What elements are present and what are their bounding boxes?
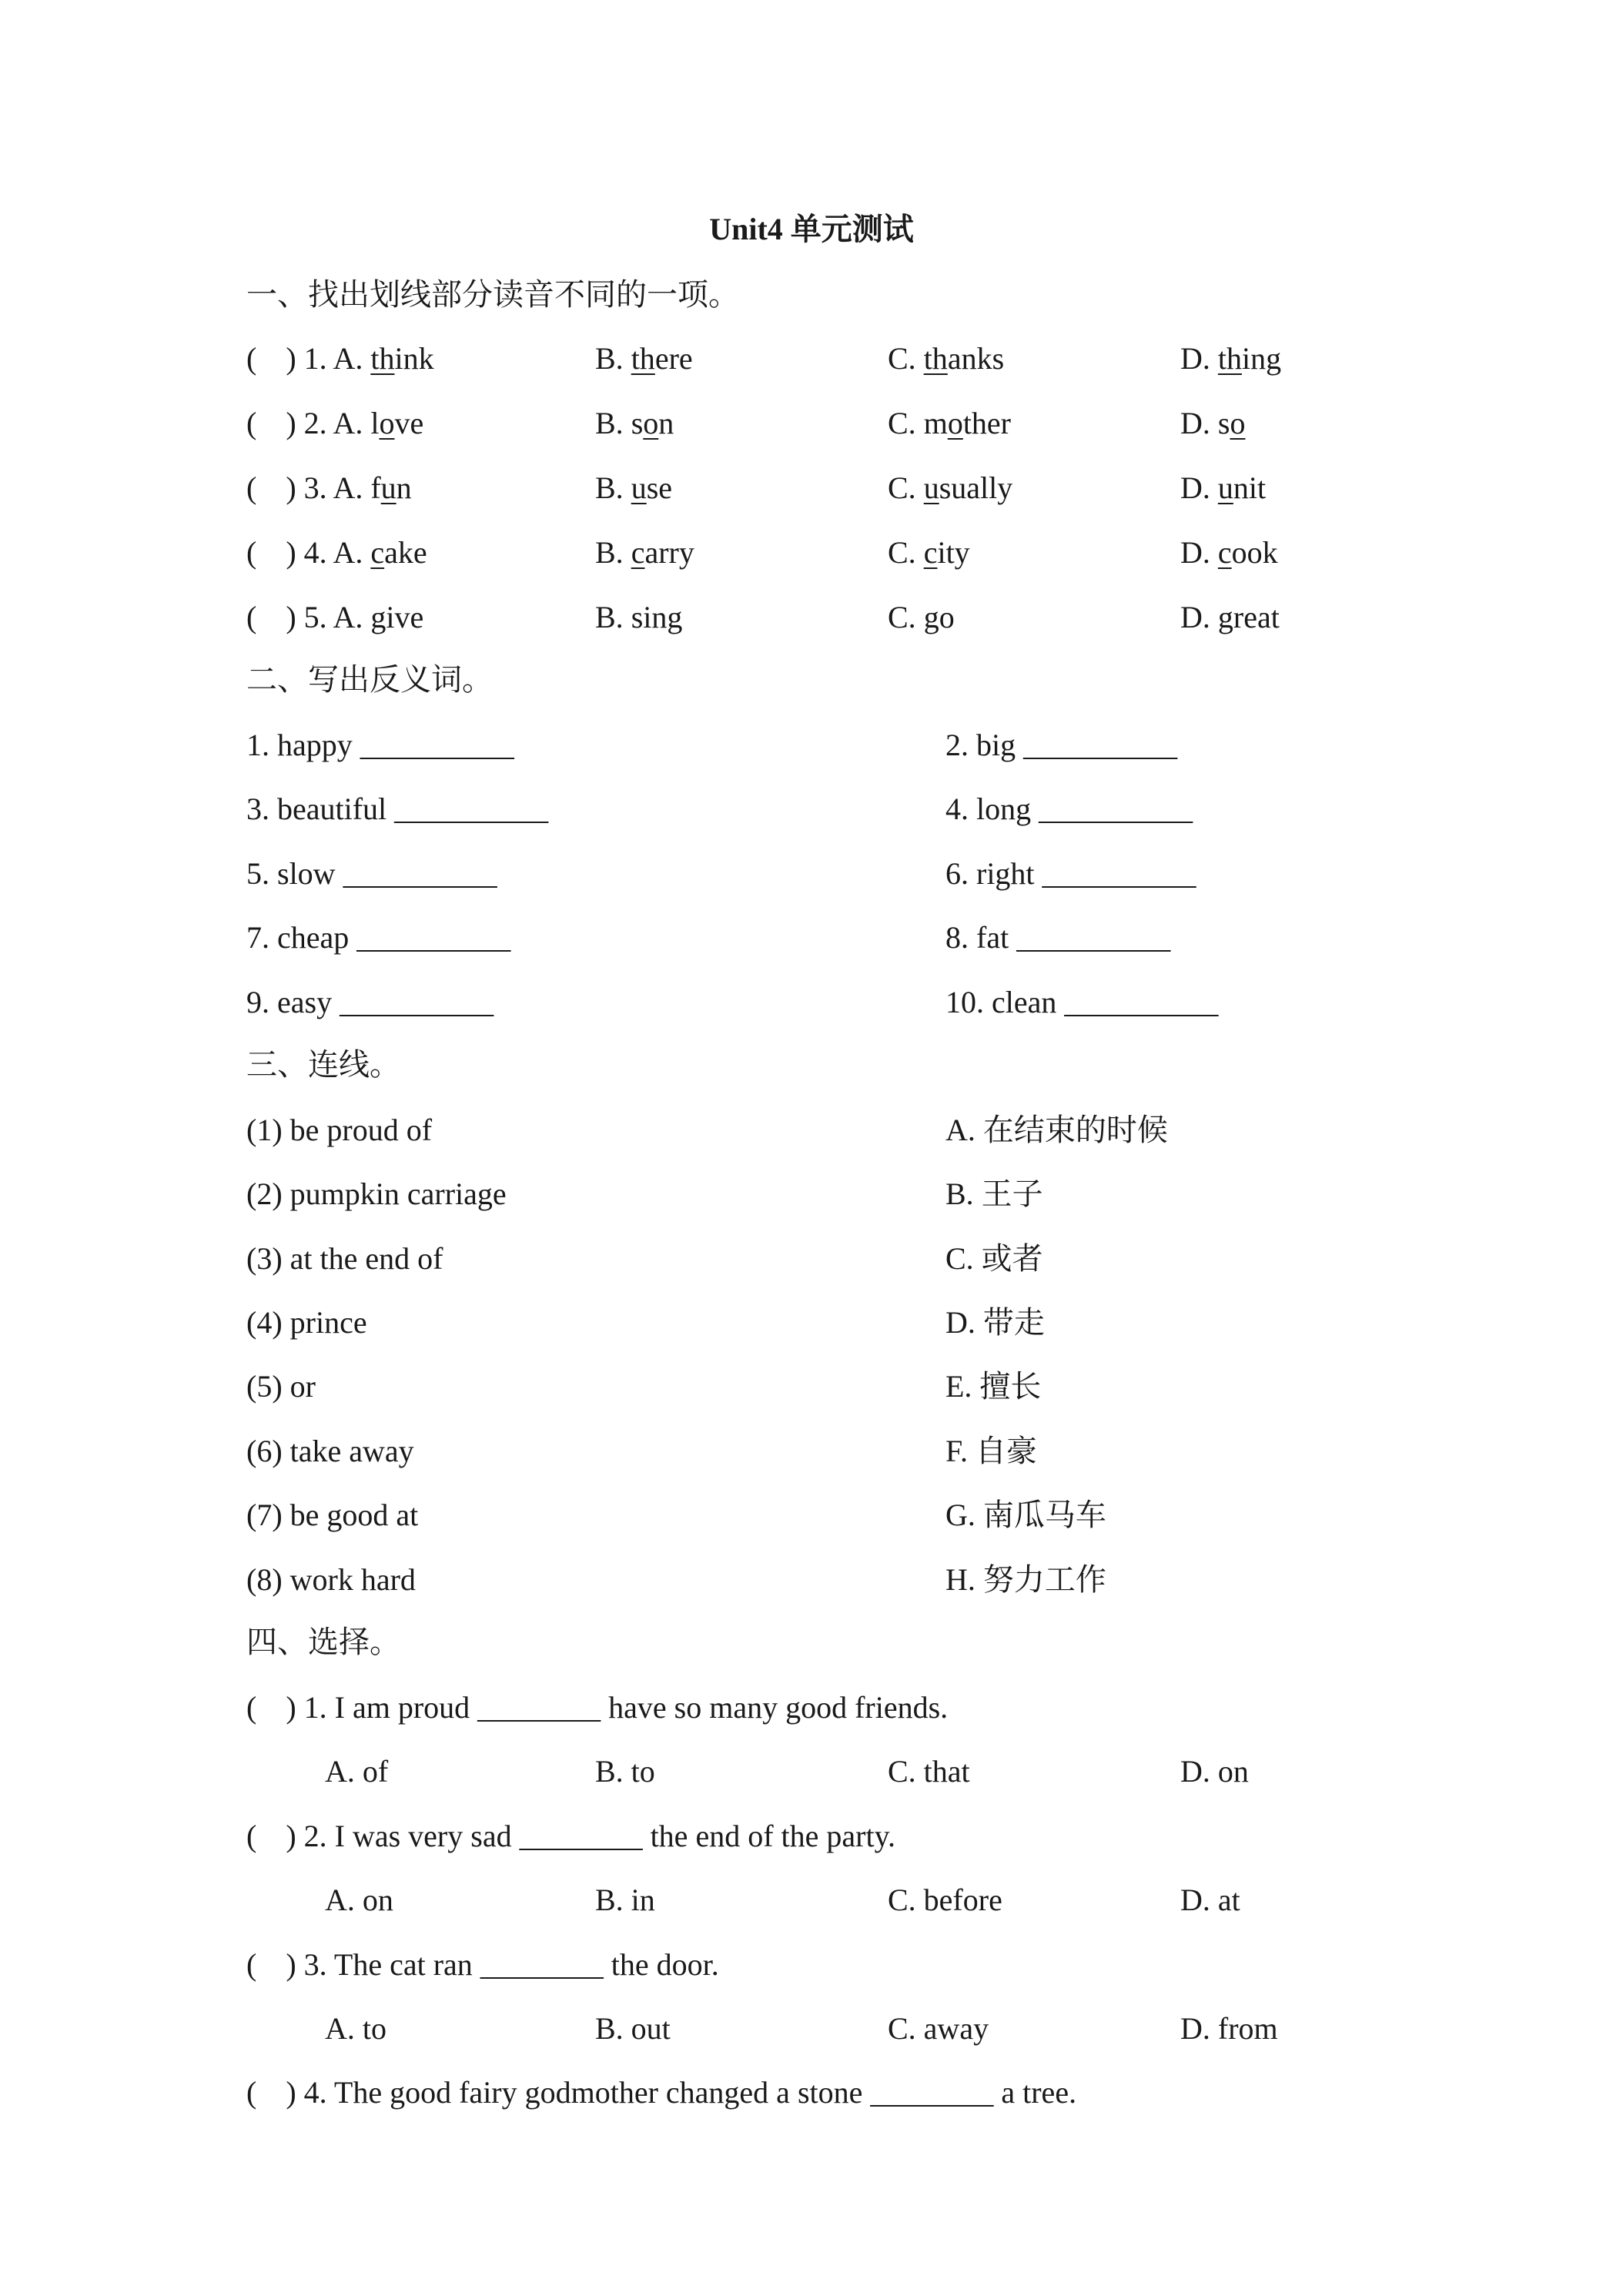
option-d: D. unit — [1180, 470, 1267, 505]
choice-options — [246, 2007, 1386, 2053]
match-row — [246, 1237, 1386, 1284]
choice-question — [246, 1943, 1386, 1990]
match-left-item: (8) work hard — [246, 1562, 416, 1597]
answer-paren: ( ) 2. A. love — [246, 406, 424, 440]
match-row — [246, 1301, 1386, 1347]
option-b: B. sing — [595, 600, 683, 634]
match-row — [246, 1365, 1386, 1411]
section2-heading: 二、写出反义词。 — [246, 662, 493, 697]
answer-paren: ( ) 3. A. fun — [246, 470, 412, 505]
match-left-item: (6) take away — [246, 1434, 414, 1468]
choice-question — [246, 2071, 1386, 2117]
choice-option: B. to — [595, 1754, 655, 1789]
choice-options — [246, 1879, 1386, 1925]
choice-option: C. that — [888, 1754, 970, 1789]
option-b: B. son — [595, 406, 674, 440]
answer-paren: ( ) 4. A. cake — [246, 535, 427, 570]
option-d: D. so — [1180, 406, 1246, 440]
choice-question — [246, 1686, 1386, 1732]
antonym-item: 8. fat __________ — [945, 920, 1171, 955]
match-left-item: (7) be good at — [246, 1498, 419, 1532]
choice-options — [246, 1750, 1386, 1796]
antonym-item: 10. clean __________ — [945, 985, 1219, 1019]
match-right-item: G. 南瓜马车 — [945, 1498, 1106, 1532]
antonym-item: 5. slow __________ — [246, 856, 497, 891]
option-b: B. use — [595, 470, 673, 505]
option-c: C. thanks — [888, 341, 1005, 376]
answer-paren: ( ) 1. A. think — [246, 341, 434, 376]
antonym-item: 2. big __________ — [945, 728, 1178, 762]
antonym-row — [246, 981, 1386, 1027]
match-left-item: (4) prince — [246, 1305, 367, 1340]
match-row — [246, 1430, 1386, 1476]
match-row — [246, 1173, 1386, 1219]
choice-option: B. out — [595, 2011, 671, 2046]
match-left-item: (5) or — [246, 1369, 316, 1404]
choice-option: B. in — [595, 1883, 655, 1917]
option-c: C. city — [888, 535, 970, 570]
antonym-row — [246, 724, 1386, 770]
antonym-item: 9. easy __________ — [246, 985, 494, 1019]
choice-option: C. before — [888, 1883, 1002, 1917]
option-d: D. cook — [1180, 535, 1278, 570]
match-left-item: (2) pumpkin carriage — [246, 1176, 507, 1211]
page-title: Unit4 单元测试 — [709, 212, 914, 246]
answer-paren: ( ) 5. A. give — [246, 600, 424, 634]
choice-option: D. at — [1180, 1883, 1240, 1917]
match-left-item: (3) at the end of — [246, 1241, 443, 1276]
section3-heading: 三、连线。 — [246, 1047, 400, 1082]
phonics-item-3 — [246, 467, 1386, 513]
question-text: ( ) 3. The cat ran ________ the door. — [246, 1947, 719, 1982]
option-d: D. great — [1180, 600, 1280, 634]
option-d: D. thing — [1180, 341, 1282, 376]
choice-option: A. on — [325, 1883, 393, 1917]
choice-question — [246, 1815, 1386, 1861]
option-c: C. usually — [888, 470, 1013, 505]
antonym-item: 7. cheap __________ — [246, 920, 511, 955]
choice-option: C. away — [888, 2011, 989, 2046]
match-row — [246, 1109, 1386, 1155]
antonym-item: 1. happy __________ — [246, 728, 514, 762]
antonym-row — [246, 916, 1386, 962]
phonics-item-1 — [246, 337, 1386, 383]
match-right-item: B. 王子 — [945, 1176, 1043, 1211]
question-text: ( ) 4. The good fairy godmother changed a stone ________ a tree. — [246, 2075, 1077, 2110]
phonics-item-2 — [246, 402, 1386, 448]
antonym-item: 6. right __________ — [945, 856, 1196, 891]
option-c: C. go — [888, 600, 955, 634]
choice-option: A. of — [325, 1754, 389, 1789]
option-b: B. there — [595, 341, 693, 376]
option-b: B. carry — [595, 535, 694, 570]
match-right-item: F. 自豪 — [945, 1434, 1038, 1468]
antonym-item: 3. beautiful __________ — [246, 792, 549, 826]
section1-heading: 一、找出划线部分读音不同的一项。 — [246, 277, 739, 312]
match-row — [246, 1494, 1386, 1540]
match-right-item: E. 擅长 — [945, 1369, 1042, 1404]
choice-option: D. from — [1180, 2011, 1278, 2046]
phonics-item-5 — [246, 596, 1386, 642]
section4-heading: 四、选择。 — [246, 1625, 400, 1659]
option-c: C. mother — [888, 406, 1011, 440]
antonym-row — [246, 852, 1386, 899]
antonym-item: 4. long __________ — [945, 792, 1193, 826]
match-right-item: A. 在结束的时候 — [945, 1113, 1168, 1147]
match-right-item: C. 或者 — [945, 1241, 1043, 1276]
choice-option: A. to — [325, 2011, 387, 2046]
match-row — [246, 1558, 1386, 1605]
question-text: ( ) 1. I am proud ________ have so many good friends. — [246, 1690, 949, 1725]
match-right-item: D. 带走 — [945, 1305, 1045, 1340]
phonics-item-4 — [246, 531, 1386, 577]
match-left-item: (1) be proud of — [246, 1113, 433, 1147]
antonym-row — [246, 788, 1386, 834]
match-right-item: H. 努力工作 — [945, 1562, 1106, 1597]
choice-option: D. on — [1180, 1754, 1249, 1789]
question-text: ( ) 2. I was very sad ________ the end of the party. — [246, 1819, 895, 1853]
